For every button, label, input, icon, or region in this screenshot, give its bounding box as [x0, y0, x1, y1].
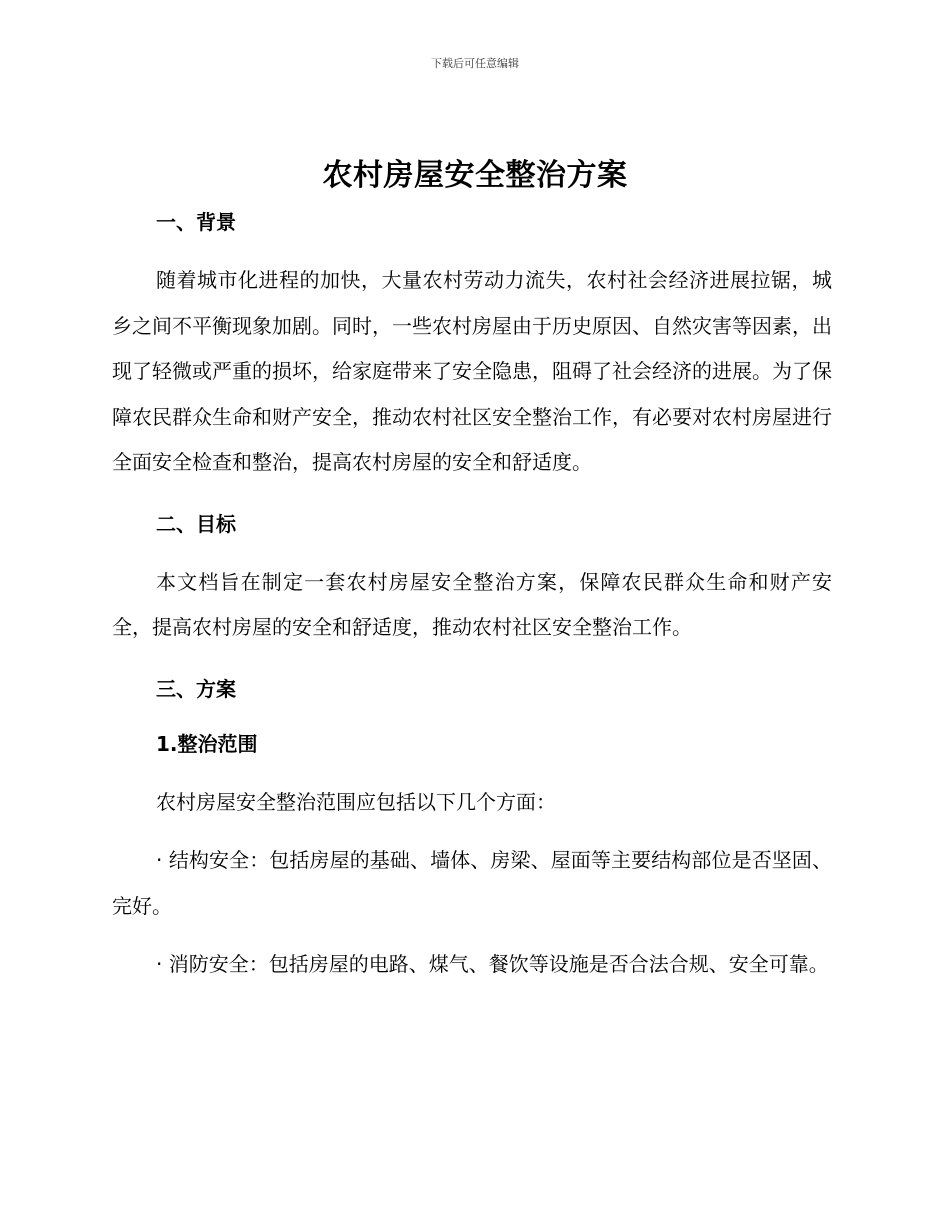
subsection-heading-scope: 1.整治范围 [156, 731, 258, 756]
paragraph-scope-intro: 农村房屋安全整治范围应包括以下几个方面： [156, 789, 556, 814]
paragraph-goal: 本文档旨在制定一套农村房屋安全整治方案，保障农民群众生命和财产安全，提高农村房屋的安全和舒适度，推动农村社区安全整治工作。 [112, 569, 832, 639]
section-heading-background: 一、背景 [156, 210, 236, 234]
section-heading-plan: 三、方案 [156, 676, 236, 701]
document-title: 农村房屋安全整治方案 [322, 158, 628, 193]
section-heading-goal: 二、目标 [156, 511, 236, 536]
header-note: 下载后可任意编辑 [431, 57, 519, 70]
document-body [112, 205, 832, 988]
paragraph-background: 随着城市化进程的加快，大量农村劳动力流失，农村社会经济进展拉锯，城乡之间不平衡现象加剧。同时，一些农村房屋由于历史原因、自然灾害等因素，出现了轻微或严重的损坏，给家庭带来了安全隐患，阻碍了社会经济的进展。为了保障农民群众生命和财产安全，推动农村社区安全整治工作，有必要对农村房屋进行全面安全检查和整治，提高农村房屋的安全和舒适度。 [112, 268, 832, 474]
list-item-fire-safety: · 消防安全：包括房屋的电路、煤气、餐饮等设施是否合法合规、安全可靠。 [156, 952, 829, 976]
list-item-structure-safety: · 结构安全：包括房屋的基础、墙体、房梁、屋面等主要结构部位是否坚固、完好。 [112, 848, 832, 918]
